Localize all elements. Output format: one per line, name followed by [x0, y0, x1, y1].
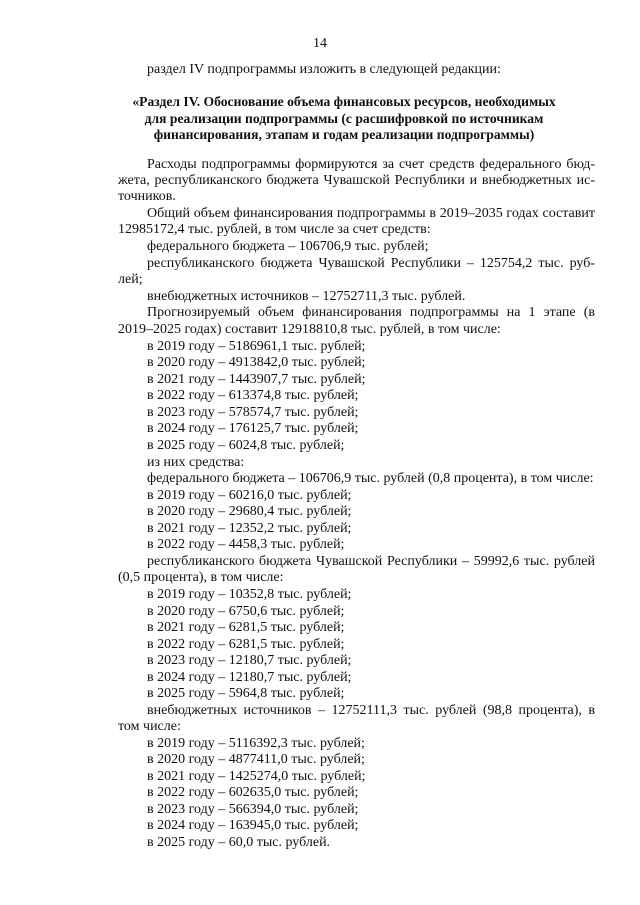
- body-line: 2019–2025 годах) составит 12918810,8 тыс. рублей, в том числе:: [118, 322, 501, 337]
- body-line: в 2019 году – 5116392,3 тыс. рублей;: [147, 736, 365, 751]
- body-line: внебюджетных источников – 12752711,3 тыс. рублей.: [147, 289, 466, 304]
- body-line: в 2025 году – 5964,8 тыс. рублей;: [147, 686, 345, 701]
- body-line: в 2022 году – 4458,3 тыс. рублей;: [147, 537, 345, 552]
- body-line: в 2022 году – 6281,5 тыс. рублей;: [147, 637, 345, 652]
- body-line: федерального бюджета – 106706,9 тыс. рублей (0,8 процента), в том числе:: [147, 471, 594, 486]
- body-line: Прогнозируемый объем финансирования подпрограммы на 1 этапе (в: [147, 305, 595, 320]
- body-line: Общий объем финансирования подпрограммы в 2019–2035 годах составит: [147, 206, 595, 221]
- body-line: в 2025 году – 6024,8 тыс. рублей;: [147, 438, 345, 453]
- body-line: в 2021 году – 1425274,0 тыс. рублей;: [147, 769, 366, 784]
- body-line: в 2022 году – 602635,0 тыс. рублей;: [147, 785, 359, 800]
- body-line: в 2023 году – 12180,7 тыс. рублей;: [147, 653, 352, 668]
- body-line: в 2020 году – 4913842,0 тыс. рублей;: [147, 355, 366, 370]
- body-line: том числе:: [118, 719, 181, 734]
- body-line: лей;: [118, 272, 143, 287]
- body-line: в 2025 году – 60,0 тыс. рублей.: [147, 835, 331, 850]
- body-line: в 2020 году – 6750,6 тыс. рублей;: [147, 604, 345, 619]
- body-line: в 2021 году – 1443907,7 тыс. рублей;: [147, 372, 366, 387]
- body-line: 12985172,4 тыс. рублей, в том числе за счет средств:: [118, 222, 431, 237]
- heading-line: для реализации подпрограммы (с расшифровкой по источникам: [144, 110, 544, 126]
- intro-paragraph: раздел IV подпрограммы изложить в следующей редакции:: [147, 62, 501, 77]
- body-line: республиканского бюджета Чувашской Республики – 125754,2 тыс. руб-: [147, 256, 595, 271]
- body-line: точников.: [118, 189, 176, 204]
- section-heading: [118, 94, 570, 144]
- body-line: в 2022 году – 613374,8 тыс. рублей;: [147, 388, 359, 403]
- body-line: в 2021 году – 6281,5 тыс. рублей;: [147, 620, 345, 635]
- body-line: в 2021 году – 12352,2 тыс. рублей;: [147, 521, 352, 536]
- body-line: в 2020 году – 29680,4 тыс. рублей;: [147, 504, 352, 519]
- body-line: в 2020 году – 4877411,0 тыс. рублей;: [147, 752, 365, 767]
- body-line: в 2024 году – 176125,7 тыс. рублей;: [147, 421, 359, 436]
- body-line: республиканского бюджета Чувашской Республики – 59992,6 тыс. рублей: [147, 554, 595, 569]
- body-line: в 2023 году – 578574,7 тыс. рублей;: [147, 405, 359, 420]
- body-line: в 2019 году – 60216,0 тыс. рублей;: [147, 488, 352, 503]
- body-line: в 2023 году – 566394,0 тыс. рублей;: [147, 802, 359, 817]
- body-line: в 2024 году – 12180,7 тыс. рублей;: [147, 670, 352, 685]
- heading-line: «Раздел IV. Обоснование объема финансовых ресурсов, необходимых: [132, 94, 556, 109]
- body-line: в 2019 году – 5186961,1 тыс. рублей;: [147, 339, 366, 354]
- body-line: жета, республиканского бюджета Чувашской Республики и внебюджетных ис-: [118, 173, 595, 188]
- body-line: (0,5 процента), в том числе:: [118, 570, 284, 585]
- body-line: в 2024 году – 163945,0 тыс. рублей;: [147, 818, 359, 833]
- body-line: федерального бюджета – 106706,9 тыс. рублей;: [147, 239, 429, 254]
- body-line: в 2019 году – 10352,8 тыс. рублей;: [147, 587, 352, 602]
- page-number: 14: [313, 36, 327, 51]
- body-line: из них средства:: [147, 455, 245, 470]
- heading-line: финансирования, этапам и годам реализации подпрограммы): [153, 127, 535, 142]
- body-line: Расходы подпрограммы формируются за счет средств федерального бюд-: [147, 157, 595, 172]
- body-line: внебюджетных источников – 12752111,3 тыс. рублей (98,8 процента), в: [147, 703, 595, 718]
